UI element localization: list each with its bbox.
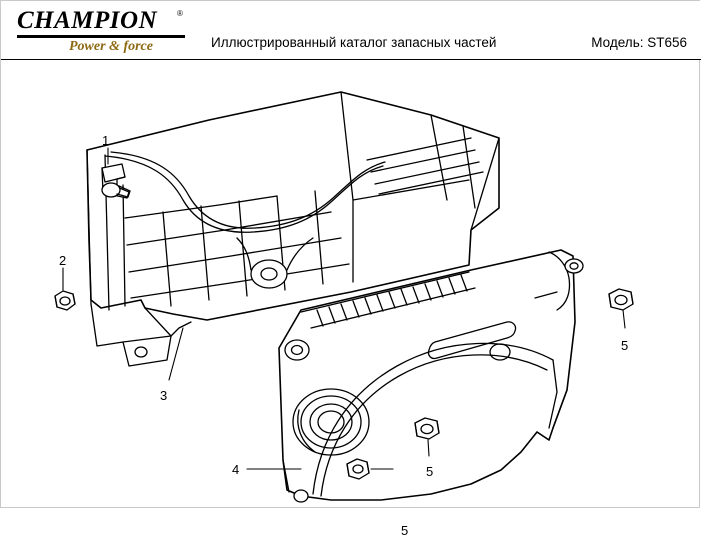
leader-5a (623, 310, 625, 328)
champion-logo (17, 7, 197, 53)
page-header (1, 1, 701, 59)
brand-name: CHAMPION (17, 7, 158, 34)
callout-5-bottom: 5 (401, 523, 409, 538)
exploded-parts-diagram (1, 60, 699, 538)
callout-1: 1 (102, 133, 110, 148)
callout-4: 4 (232, 462, 240, 477)
brand-divider (17, 35, 185, 38)
part-5-nut-right (609, 289, 633, 310)
callout-5-middle: 5 (426, 464, 434, 479)
diagram-svg (1, 60, 699, 507)
callout-2: 2 (59, 253, 67, 268)
registered-trademark-icon: ® (177, 9, 183, 18)
part-5-nut-middle (415, 418, 439, 439)
part-2-nut (55, 291, 75, 310)
model-label: Модель: ST656 (591, 35, 687, 50)
page-title: Иллюстрированный каталог запасных частей (211, 35, 497, 50)
callout-3: 3 (160, 388, 168, 403)
brand-tagline: Power & force (69, 39, 153, 54)
callout-5-right: 5 (621, 338, 629, 353)
